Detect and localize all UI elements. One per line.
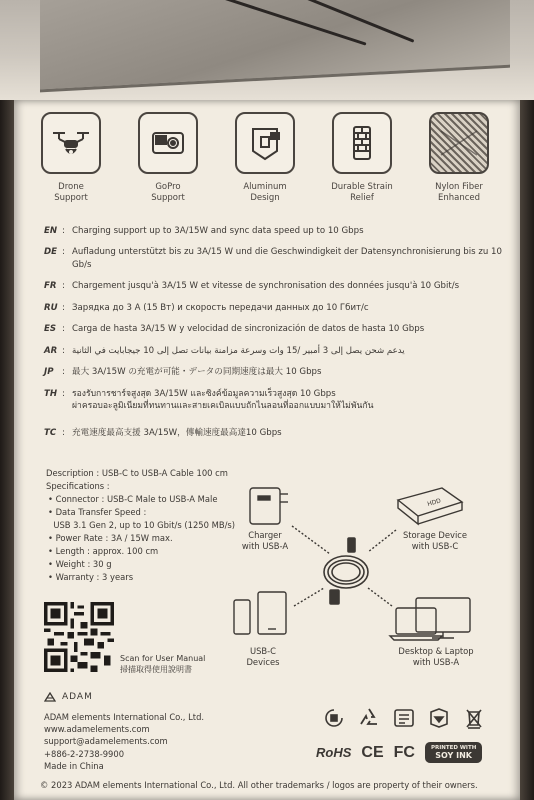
charger-label: Charger with USB-A bbox=[241, 530, 289, 551]
fcc-mark: FC bbox=[393, 743, 415, 761]
qr-caption-en: Scan for User Manual bbox=[120, 654, 206, 663]
charger-icon bbox=[250, 488, 288, 524]
box-edge-right bbox=[520, 0, 534, 800]
lang-text: Charging support up to 3A/15W and sync data speed up to 10 Gbps bbox=[72, 226, 364, 236]
feature-gopro bbox=[127, 112, 209, 208]
drone-icon bbox=[41, 112, 101, 174]
contact-info bbox=[44, 711, 204, 772]
lang-code: ES bbox=[44, 324, 57, 335]
lang-row-ru: RU : Зарядка до 3 А (15 Вт) и скорость передачи данных до 10 Гбит/с bbox=[44, 302, 504, 314]
strain-relief-icon bbox=[332, 112, 392, 174]
lang-row-th: TH : รองรับการชาร์จสูงสุด 3A/15W และซิงค์ข้อมูลความเร็วสูงสุด 10 Gbps ผ่าครอบอะลูมิเนียมที่ทนทานและสายเคเบิลแบบถักไนลอนที่ออกแบบมาให้ไม่พันกัน bbox=[44, 388, 504, 413]
company-name: ADAM elements International Co., Ltd. bbox=[44, 712, 205, 722]
spec-item: • Warranty : 3 years bbox=[48, 572, 134, 583]
lang-text: يدعم شحن يصل إلى 3 أمبير /15 وات وسرعة مزامنة بيانات تصل إلى 10 جيجابايت في الثانية bbox=[72, 345, 405, 356]
lang-row-de: DE : Aufladung unterstützt bis zu 3A/15 W und die Geschwindigkeit der Datensynchronisierung bis zu 10 Gb/s bbox=[44, 246, 504, 271]
box-edge-left bbox=[0, 0, 14, 800]
feature-label: Nylon Fiber Enhanced bbox=[435, 182, 483, 203]
spec-heading: Specifications : bbox=[46, 481, 110, 492]
lang-row-fr: FR : Chargement jusqu'à 3A/15 W et vitesse de synchronisation des données jusqu'à 10 Gbit/s bbox=[44, 280, 504, 292]
spec-item: USB 3.1 Gen 2, up to 10 Gbit/s (1250 MB/s) bbox=[48, 520, 236, 531]
gopro-icon bbox=[138, 112, 198, 174]
support-email[interactable]: support@adamelements.com bbox=[44, 736, 168, 747]
lang-text: รองรับการชาร์จสูงสุด 3A/15W และซิงค์ข้อมูลความเร็วสูงสุด 10 Gbps ผ่าครอบอะลูมิเนียมที่ทนทานและสายเคเบิลแบบถักไนลอนที่ออกแบบมาให้ไม่พันกัน bbox=[72, 388, 374, 412]
package-recycle-icon bbox=[427, 706, 451, 730]
desktop-label: Desktop & Laptop with USB-A bbox=[398, 646, 474, 667]
lang-row-tc: TC : 充電速度最高支援 3A/15W，傳輸速度最高達10 Gbps bbox=[44, 427, 504, 439]
lang-code: EN bbox=[44, 226, 58, 236]
feature-label: Drone Support bbox=[54, 182, 88, 203]
feature-label: Durable Strain Relief bbox=[331, 182, 393, 203]
usbc-devices-label: USB-C Devices bbox=[246, 646, 280, 667]
made-in: Made in China bbox=[44, 760, 104, 771]
lang-text: Aufladung unterstützt bis zu 3A/15 W und die Geschwindigkeit der Datensynchronisierung bis zu 10 Gb/s bbox=[72, 247, 502, 270]
mobile-devices-icon bbox=[234, 592, 286, 634]
feature-strain bbox=[321, 112, 403, 208]
lang-text: 最大 3A/15W の充電が可能・データの同期速度は最大 10 Gbps bbox=[72, 367, 322, 378]
copyright-footer: © 2023 ADAM elements International Co., Ltd. All other trademarks / logos are property of their owners. bbox=[40, 780, 478, 790]
feature-row bbox=[30, 112, 500, 208]
feature-drone bbox=[30, 112, 112, 208]
qr-caption bbox=[120, 654, 205, 676]
lang-code: TC bbox=[44, 427, 57, 438]
adam-logo-icon bbox=[44, 692, 56, 702]
brand-logo bbox=[44, 692, 93, 702]
lang-code: JP bbox=[44, 367, 54, 378]
spec-item: • Connector : USB-C Male to USB-A Male bbox=[48, 494, 218, 505]
qr-code[interactable] bbox=[44, 602, 114, 672]
specifications bbox=[46, 467, 246, 584]
website-link[interactable]: www.adamelements.com bbox=[44, 724, 150, 735]
lang-row-ar: AR : يدعم شحن يصل إلى 3 أمبير /15 وات وسرعة مزامنة بيانات تصل إلى 10 جيجابايت في الثانية bbox=[44, 345, 504, 357]
qr-caption-zh: 掃描取得使用說明書 bbox=[120, 664, 192, 674]
lang-text: Зарядка до 3 А (15 Вт) и скорость передачи данных до 10 Гбит/с bbox=[72, 302, 369, 313]
compliance-marks bbox=[316, 742, 482, 763]
lang-row-jp: JP : 最大 3A/15W の充電が可能・データの同期速度は最大 10 Gbps bbox=[44, 366, 504, 378]
soy-ink-badge bbox=[425, 742, 482, 763]
product-photo bbox=[0, 0, 534, 100]
plastic-recycle-icon bbox=[392, 706, 416, 730]
lang-row-en: EN : Charging support up to 3A/15W and sync data speed up to 10 Gbps bbox=[44, 225, 504, 237]
spec-description: Description : USB-C to USB-A Cable 100 cm bbox=[46, 468, 228, 478]
lang-text: Carga de hasta 3A/15 W y velocidad de sincronización de datos de hasta 10 Gbps bbox=[72, 324, 425, 335]
storage-label: Storage Device with USB-C bbox=[402, 530, 468, 551]
feature-label: Aluminum Design bbox=[243, 182, 287, 203]
lang-text: 充電速度最高支援 3A/15W，傳輸速度最高達10 Gbps bbox=[72, 427, 282, 438]
cable-icon bbox=[324, 538, 368, 604]
aluminum-icon bbox=[235, 112, 295, 174]
language-list bbox=[44, 225, 504, 439]
paper-recycle-icon bbox=[322, 706, 346, 730]
lang-code: TH bbox=[44, 388, 58, 399]
feature-nylon bbox=[418, 112, 500, 208]
phone-number: +886-2-2738-9900 bbox=[44, 748, 125, 759]
lang-code: FR bbox=[44, 281, 57, 292]
compatibility-diagram bbox=[220, 478, 510, 678]
recycling-symbols bbox=[322, 706, 486, 730]
soy-ink-line2: SOY INK bbox=[435, 751, 472, 760]
spec-item: • Power Rate : 3A / 15W max. bbox=[48, 533, 173, 544]
hdd-label: HDD bbox=[426, 497, 442, 508]
lang-row-es: ES : Carga de hasta 3A/15 W y velocidad de sincronización de datos de hasta 10 Gbps bbox=[44, 323, 504, 335]
feature-label: GoPro Support bbox=[151, 182, 185, 203]
feature-aluminum bbox=[224, 112, 306, 208]
lang-code: DE bbox=[44, 247, 58, 258]
desktop-laptop-icon bbox=[390, 598, 470, 640]
lang-code: AR bbox=[44, 345, 58, 356]
soy-ink-line1: PRINTED WITH bbox=[430, 745, 477, 751]
weee-bin-icon bbox=[462, 706, 486, 730]
recycle-icon bbox=[357, 706, 381, 730]
lang-text: Chargement jusqu'à 3A/15 W et vitesse de synchronisation des données jusqu'à 10 Gbit/s bbox=[72, 281, 460, 292]
nylon-fiber-icon bbox=[429, 112, 489, 174]
spec-item: • Weight : 30 g bbox=[48, 559, 112, 570]
spec-item: • Data Transfer Speed : bbox=[48, 507, 147, 518]
lang-code: RU bbox=[44, 302, 58, 313]
brand-name: ADAM bbox=[62, 692, 93, 702]
rohs-mark: RoHS bbox=[316, 745, 352, 760]
spec-item: • Length : approx. 100 cm bbox=[48, 546, 159, 557]
ce-mark: CE bbox=[361, 743, 384, 761]
